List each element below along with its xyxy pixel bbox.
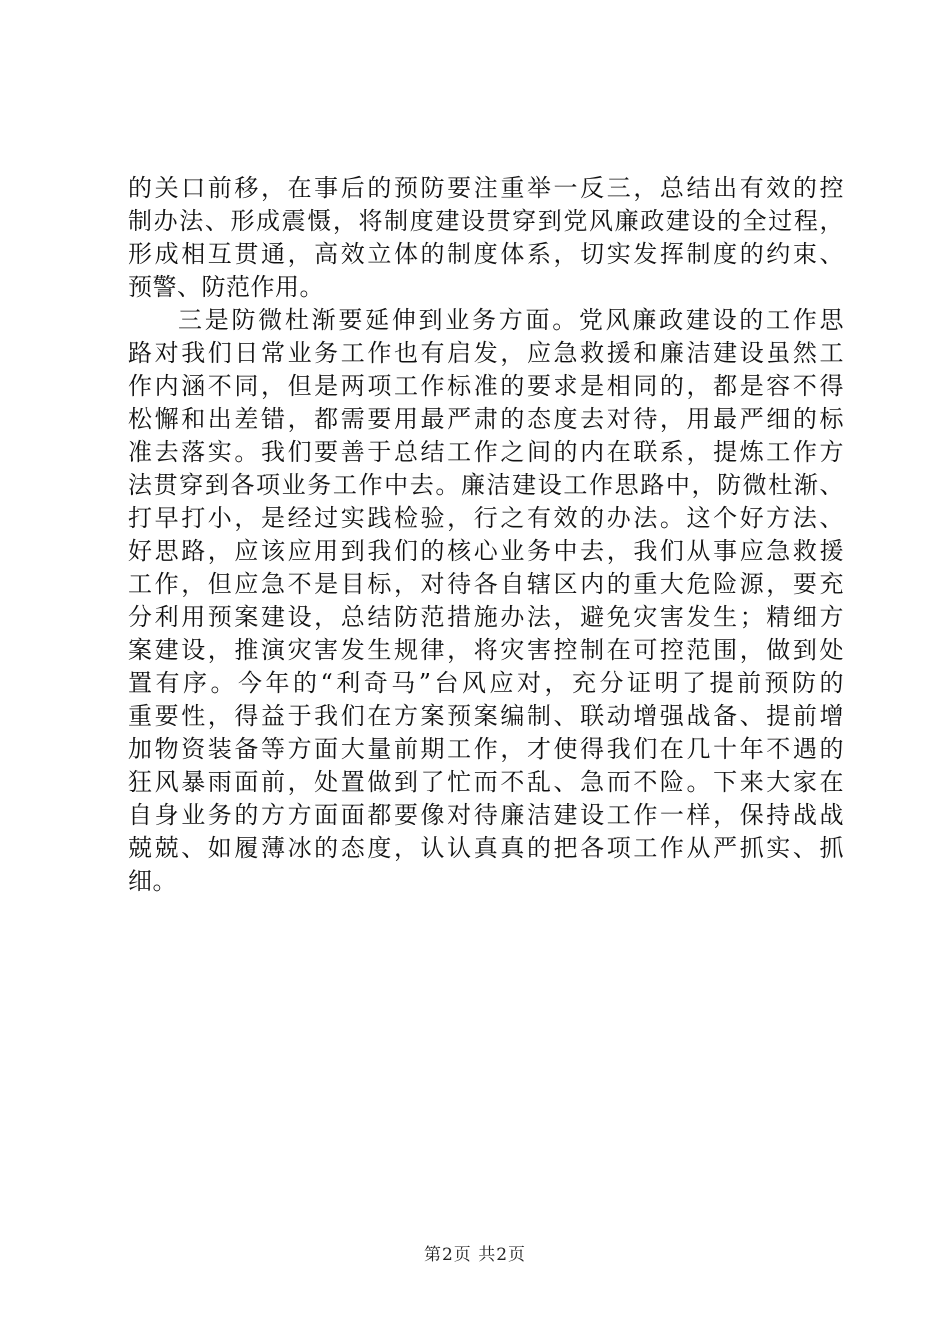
paragraph-line: 兢兢、如履薄冰的态度，认认真真的把各项工作从严抓实、抓 — [128, 834, 844, 862]
paragraph-line: 重要性，得益于我们在方案预案编制、联动增强战备、提前增 — [128, 702, 844, 730]
paragraph-2 — [128, 304, 844, 898]
paragraph-line: 打早打小，是经过实践检验，行之有效的办法。这个好方法、 — [128, 504, 844, 532]
paragraph-line: 制办法、形成震慑，将制度建设贯穿到党风廉政建设的全过程， — [128, 207, 844, 235]
paragraph-line: 自身业务的方方面面都要像对待廉洁建设工作一样，保持战战 — [128, 801, 844, 829]
paragraph-line: 的关口前移，在事后的预防要注重举一反三，总结出有效的控 — [128, 174, 844, 202]
paragraph-line: 工作，但应急不是目标，对待各自辖区内的重大危险源，要充 — [128, 570, 844, 598]
paragraph-line: 好思路，应该应用到我们的核心业务中去，我们从事应急救援 — [128, 537, 844, 565]
paragraph-line: 松懈和出差错，都需要用最严肃的态度去对待，用最严细的标 — [128, 405, 844, 433]
paragraph-line: 形成相互贯通，高效立体的制度体系，切实发挥制度的约束、 — [128, 240, 844, 268]
paragraph-line: 狂风暴雨面前，处置做到了忙而不乱、急而不险。下来大家在 — [128, 768, 844, 796]
paragraph-line: 分利用预案建设，总结防范措施办法，避免灾害发生；精细方 — [128, 603, 844, 631]
paragraph-line: 准去落实。我们要善于总结工作之间的内在联系，提炼工作方 — [128, 438, 844, 466]
paragraph-line: 路对我们日常业务工作也有启发，应急救援和廉洁建设虽然工 — [128, 339, 844, 367]
paragraph-line: 三是防微杜渐要延伸到业务方面。党风廉政建设的工作思 — [178, 306, 844, 334]
paragraph-1 — [128, 172, 844, 304]
paragraph-line: 案建设，推演灾害发生规律，将灾害控制在可控范围，做到处 — [128, 636, 844, 664]
paragraph-line: 预警、防范作用。 — [128, 273, 324, 301]
document-body — [128, 172, 844, 898]
page-number-footer: 第2页 共2页 — [423, 1245, 527, 1265]
paragraph-line: 置有序。今年的“利奇马”台风应对，充分证明了提前预防的 — [128, 669, 844, 697]
paragraph-line: 法贯穿到各项业务工作中去。廉洁建设工作思路中，防微杜渐、 — [128, 471, 844, 499]
paragraph-line: 作内涵不同，但是两项工作标准的要求是相同的，都是容不得 — [128, 372, 844, 400]
paragraph-line: 细。 — [128, 867, 177, 895]
paragraph-line: 加物资装备等方面大量前期工作，才使得我们在几十年不遇的 — [128, 735, 844, 763]
